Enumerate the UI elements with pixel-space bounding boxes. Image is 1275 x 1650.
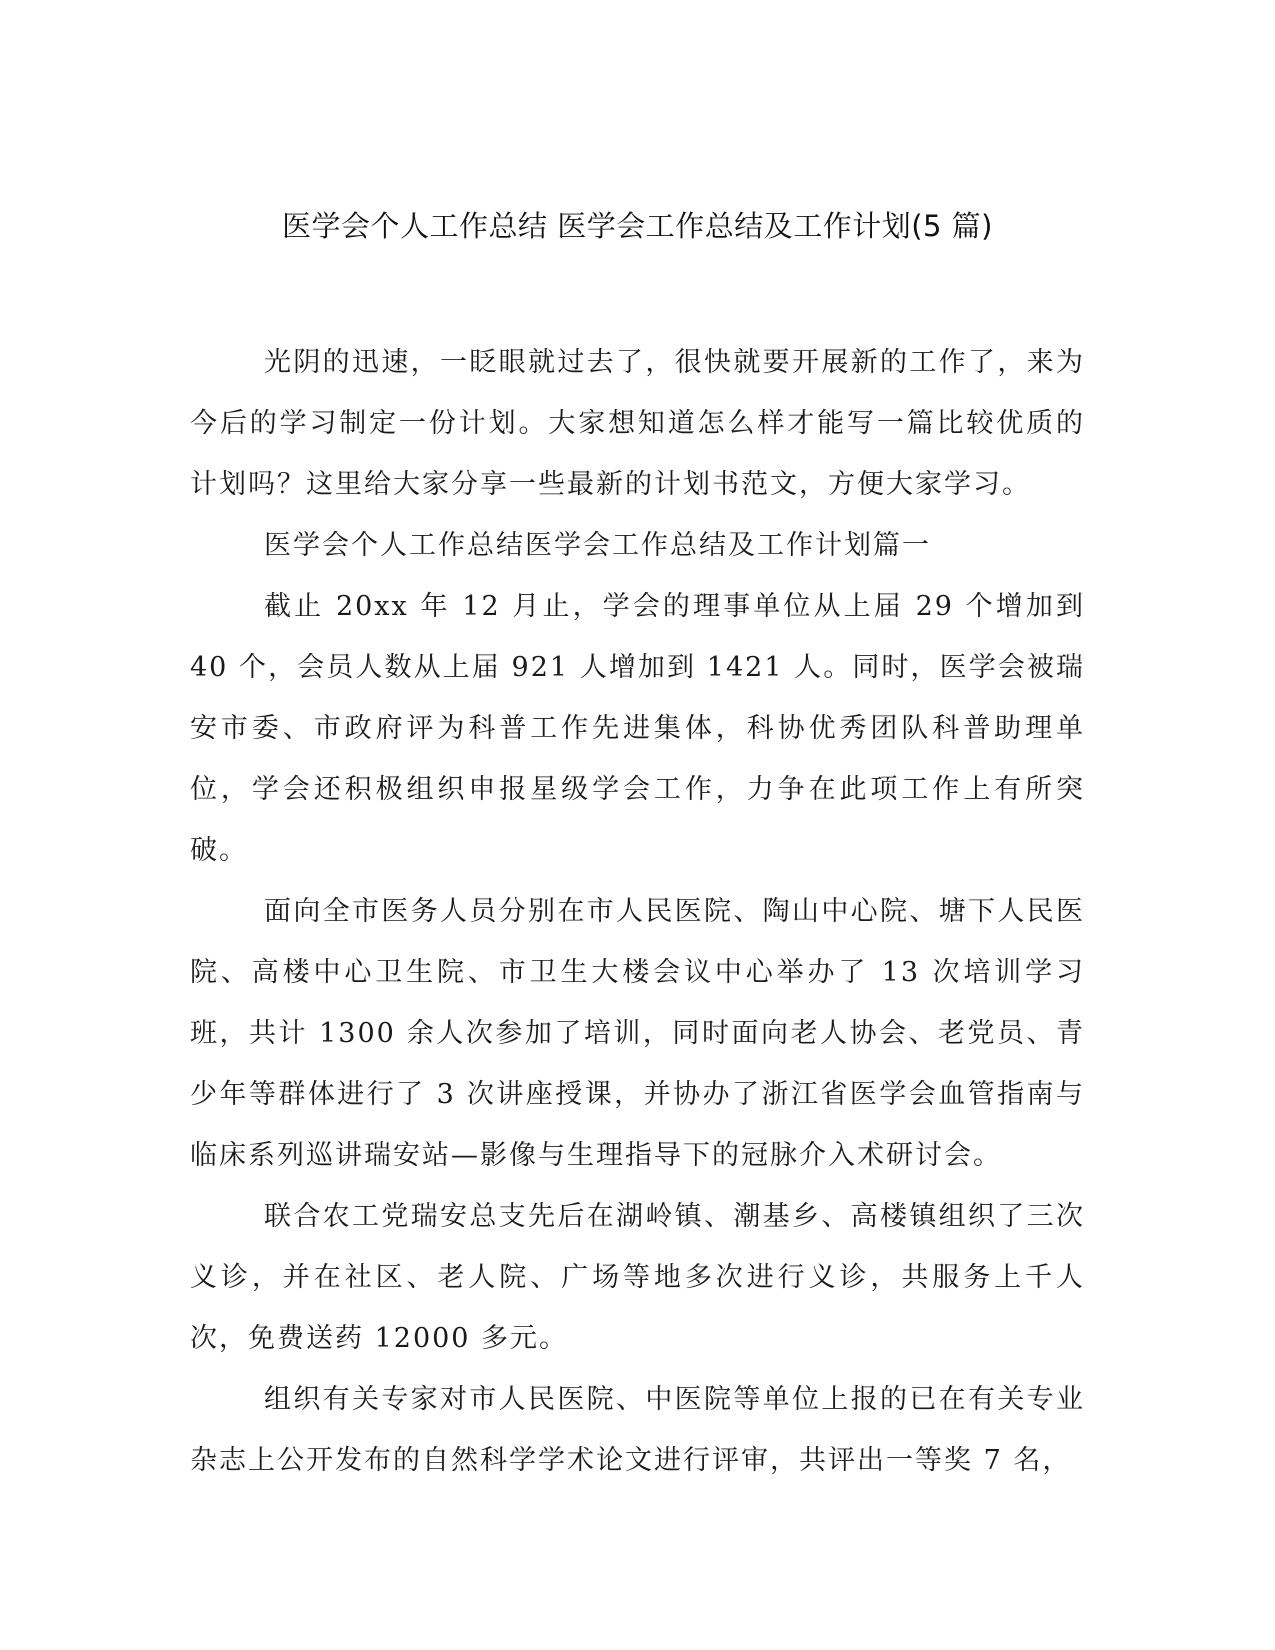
section-heading: 医学会个人工作总结医学会工作总结及工作计划篇一 [264, 530, 931, 561]
paper-review-paragraph: 组织有关专家对市人民医院、中医院等单位上报的已在有关专业杂志上公开发布的自然科学学术论文进行评审，共评出一等奖 7 名， [190, 1384, 1085, 1476]
free-clinic-paragraph: 联合农工党瑞安总支先后在湖岭镇、潮基乡、高楼镇组织了三次义诊，并在社区、老人院、广场等地多次进行义诊，共服务上千人次，免费送药 12000 多元。 [190, 1201, 1085, 1354]
document-title: 医学会个人工作总结 医学会工作总结及工作计划(5 篇) [281, 209, 994, 243]
intro-paragraph: 光阴的迅速，一眨眼就过去了，很快就要开展新的工作了，来为今后的学习制定一份计划。大家想知道怎么样才能写一篇比较优质的计划吗？这里给大家分享一些最新的计划书范文，方便大家学习。 [190, 347, 1085, 500]
document-body [190, 332, 1085, 1491]
membership-paragraph: 截止 20xx 年 12 月止，学会的理事单位从上届 29 个增加到 40 个，会员人数从上届 921 人增加到 1421 人。同时，医学会被瑞安市委、市政府评为科普工作先进集体，科协优秀团队科普助理单位，学会还积极组织申报星级学会工作，力争在此项工作上有所突破。 [190, 591, 1085, 866]
training-paragraph: 面向全市医务人员分别在市人民医院、陶山中心院、塘下人民医院、高楼中心卫生院、市卫生大楼会议中心举办了 13 次培训学习班，共计 1300 余人次参加了培训，同时面向老人协会、老党员、青少年等群体进行了 3 次讲座授课，并协办了浙江省医学会血管指南与临床系列巡讲瑞安站—影像与生理指导下的冠脉介入术研讨会。 [190, 896, 1085, 1171]
